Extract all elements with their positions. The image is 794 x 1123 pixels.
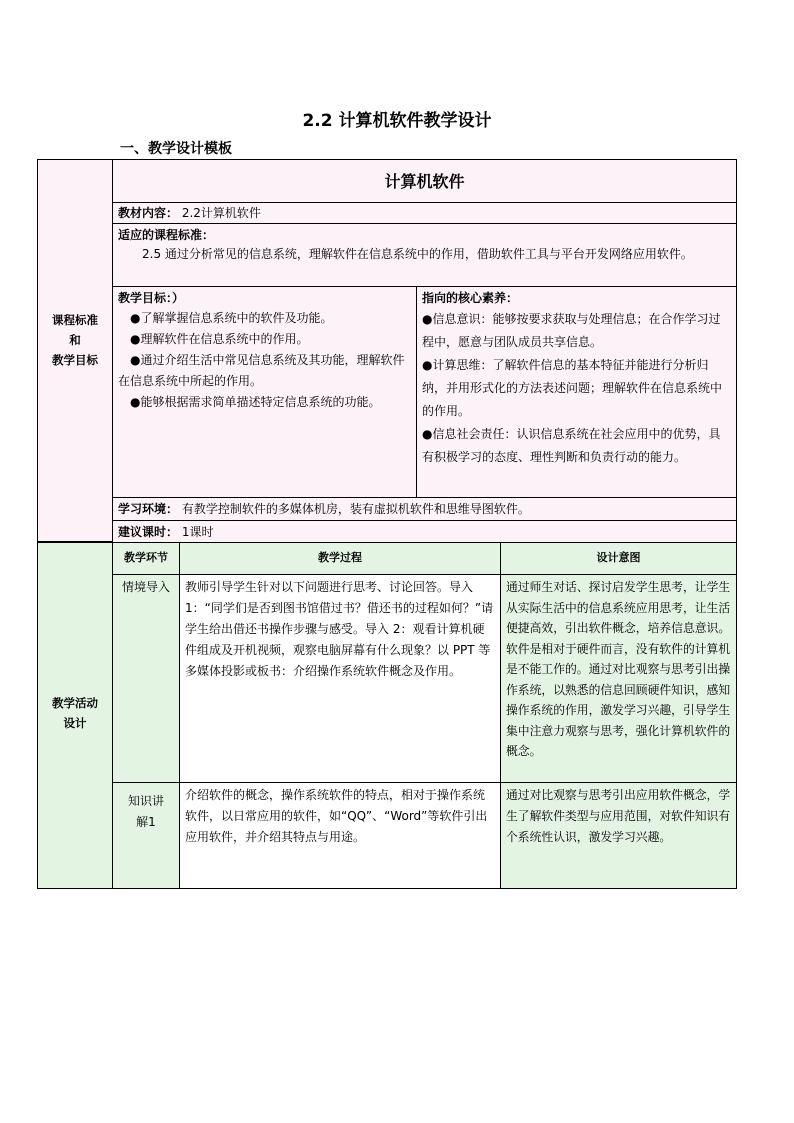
topic-cell <box>112 159 737 203</box>
intent-cell-1: 通过师生对话、探讨启发学生思考，让学生从实际生活中的信息系统应用思考，让生活便捷高效，引出软件概念，培养信息意识。软件是相对于硬件而言，没有软件的计算机是不能工作的。通过对比观察与思考引出操作系统，以熟悉的信息回顾硬件知识，感知操作系统的作用，激发学习兴趣，引导学生集中注意力观察与思考，强化计算机软件的概念。 <box>500 574 737 783</box>
header-process: 教学过程 <box>179 542 501 575</box>
header-stage: 教学环节 <box>112 542 180 575</box>
header-intent: 设计意图 <box>500 542 737 575</box>
objectives-label: 教学目标：） <box>118 291 185 305</box>
curriculum-text: 2.5 通过分析常见的信息系统，理解软件在信息系统中的作用，借助软件工具与平台开发网络应用软件。 <box>142 247 693 261</box>
topic-title: 计算机软件 <box>384 172 465 191</box>
content-label: 教材内容： <box>118 206 179 220</box>
objective-item: ●通过介绍生活中常见信息系统及其功能，理解软件在信息系统中所起的作用。 <box>118 353 405 388</box>
curriculum-cell <box>112 223 737 287</box>
intent-cell-2: 通过对比观察与思考引出应用软件概念，学生了解软件类型与应用范围，对软件知识有个系统性认识，激发学习兴趣。 <box>500 782 737 889</box>
literacy-label: 指向的核心素养： <box>422 291 519 305</box>
stage-cell-1: 情境导入 <box>112 574 180 783</box>
curriculum-label: 适应的课程标准： <box>118 228 215 242</box>
standards-row-label: 课程标准 和 教学目标 <box>37 159 113 542</box>
literacy-item: ●信息社会责任：认识信息系统在社会应用中的优势，具有积极学习的态度、理性判断和负责行动的能力。 <box>422 427 721 464</box>
document-title: 2.2 计算机软件教学设计 <box>302 111 492 131</box>
literacy-item: ●计算思维：了解软件信息的基本特征并能进行分析归纳，并用形式化的方法表述问题；理解软件在信息系统中的作用。 <box>422 358 723 418</box>
objective-item: ●能够根据需求简单描述特定信息系统的功能。 <box>130 395 381 409</box>
activity-row-label: 教学活动 设计 <box>37 542 113 889</box>
literacy-cell <box>416 286 737 498</box>
stage-cell-2: 知识讲解1 <box>112 782 180 889</box>
section-heading: 一、教学设计模板 <box>120 141 232 157</box>
content-cell <box>112 202 737 224</box>
process-cell-1: 教师引导学生针对以下问题进行思考、讨论回答。导入 1：“同学们是否到图书馆借过书？借还书的过程如何？”请学生给出借还书操作步骤与感受。导入 2：观看计算机硬件组成及开机视频，观察电脑屏幕有什么现象？以 PPT 等多媒体投影或板书：介绍操作系统软件概念及作用。 <box>179 574 501 783</box>
literacy-item: ●信息意识：能够按要求获取与处理信息；在合作学习过程中，愿意与团队成员共享信息。 <box>422 312 721 349</box>
hours-cell <box>112 520 737 543</box>
content-value: 2.2计算机软件 <box>181 206 261 220</box>
hours-value: 1课时 <box>181 525 214 539</box>
environment-cell <box>112 497 737 521</box>
environment-label: 学习环境： <box>118 502 179 516</box>
process-cell-2: 介绍软件的概念，操作系统软件的特点，相对于操作系统软件，以日常应用的软件，如“QQ”、“Word”等软件引出应用软件，并介绍其特点与用途。 <box>179 782 501 889</box>
objective-item: ●了解掌握信息系统中的软件及功能。 <box>130 311 333 325</box>
environment-text: 有教学控制软件的多媒体机房，装有虚拟机软件和思维导图软件。 <box>181 502 530 516</box>
objective-item: ●理解软件在信息系统中的作用。 <box>130 332 309 346</box>
objectives-cell <box>112 286 417 498</box>
hours-label: 建议课时： <box>118 525 179 539</box>
